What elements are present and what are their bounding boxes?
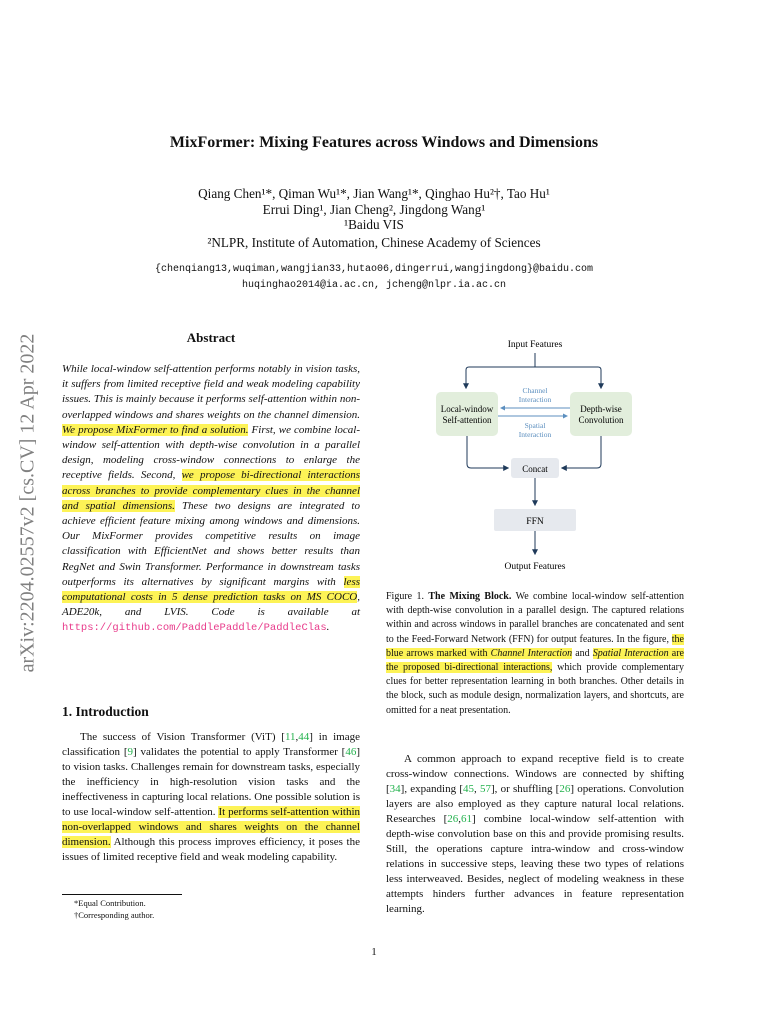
section-heading-introduction: 1. Introduction <box>62 704 149 719</box>
arrow-right-to-concat <box>562 436 601 468</box>
highlight: less computational costs in 5 dense prediction tasks on MS COCO <box>62 575 360 604</box>
spatial-interaction-label-1: Spatial <box>524 421 546 430</box>
footnotes <box>62 897 360 921</box>
citation-link[interactable]: 45 <box>462 783 474 795</box>
citation-link[interactable]: 61 <box>460 813 472 825</box>
affiliation-1: ¹Baidu VIS <box>344 217 404 233</box>
output-features-label: Output Features <box>504 562 566 572</box>
arrow-to-left-branch <box>466 367 535 388</box>
page-number: 1 <box>371 946 377 958</box>
depth-wise-convolution-box <box>570 392 632 436</box>
citation-link[interactable]: 11 <box>284 731 296 743</box>
concat-label: Concat <box>522 464 548 474</box>
left-box-line-1: Local-window <box>440 404 494 414</box>
introduction-text: The success of Vision Transformer (ViT) [11,44] in image classification [9] validates the potential to apply Transformer [46] to vision tasks. Challenges remain for downstream tasks, especially the inefficiency in high-resolution vision tasks and the ineffectiveness in capturing local relations. One possible solution is to use local-window self-attention. It performs self-attention within non-overlapped windows and shares weights on the channel dimension. Although this process improves efficiency, it poses the issues of limited receptive field and weak modeling capability. <box>62 731 360 863</box>
right-column-text: A common approach to expand receptive field is to create cross-window connections. Windows are connected by shifting [34], expanding [45, 57], or shuffling [26] operations. Convolution layers are also employed as they capture natural local relations. Researches [26,61] combine local-window self-attention with depth-wise convolution base on this and provide promising results. Still, the operations capture intra-window and cross-window relations in successive steps, leaving these two types of relations less interweaved. Besides, neglect of modeling weakness in these attempts hinders further advances in feature representation learning. <box>386 753 684 915</box>
abstract-text: While local-window self-attention performs notably in vision tasks, it suffers from limited receptive field and weak modeling capability issues. This is mainly because it performs self-attention within non-overlapped windows and shares weights on the channel dimension. We propose MixFormer to find a solution. First, we combine local-window self-attention with depth-wise convolution in a parallel design, modeling cross-window connections to enlarge the receptive fields. Second, we propose bi-directional interactions across branches to provide complementary clues in the channel and spatial dimensions. These two designs are integrated to achieve efficient feature mixing among windows and dimensions. Our MixFormer provides competitive results on image classification with EfficientNet and shows better results than RegNet and Swin Transformer. Performance in downstream tasks outperforms its alternatives by significant margins with less computational costs in 5 dense prediction tasks on MS COCO, ADE20k, and LVIS. Code is available at https://github.com/PaddlePaddle/PaddleClas. <box>62 363 361 635</box>
spatial-interaction-label-2: Interaction <box>518 430 552 439</box>
citation-link[interactable]: 26 <box>447 813 459 825</box>
footnote-equal-contribution: *Equal Contribution. <box>74 898 146 908</box>
highlight: We propose MixFormer to find a solution. <box>62 423 249 436</box>
arrow-to-right-branch <box>535 367 601 388</box>
email-block <box>0 262 748 294</box>
citation-link[interactable]: 26 <box>559 783 571 795</box>
footnote-rule <box>62 894 182 895</box>
highlight: are the proposed bi-directional interactions, <box>386 647 684 674</box>
citation-link[interactable]: 44 <box>298 731 310 743</box>
figure-caption: Figure 1. The Mixing Block. We combine local-window self-attention with depth-wise convolution in a parallel design. The captured relations within and across windows in parallel branches are concatenated and sent to the Feed-Forward Network (FFN) for output features. In the figure, the blue arrows marked with Channel Interaction and Spatial Interaction are the proposed bi-directional interactions, which provide complementary clues for better representation learning in both branches. Other details in the block, such as module design, normalization layers, and shortcuts, are omitted for a neat presentation. <box>386 591 684 716</box>
authors-line-1: Qiang Chen¹*, Qiman Wu¹*, Jian Wang¹*, Qinghao Hu²†, Tao Hu¹ <box>198 186 550 201</box>
input-features-label: Input Features <box>507 340 563 350</box>
affiliation-2: ²NLPR, Institute of Automation, Chinese Academy of Sciences <box>207 234 541 250</box>
code-link[interactable]: https://github.com/PaddlePaddle/PaddleClas <box>62 622 327 635</box>
highlight: It performs self-attention within non-overlapped windows and shares weights on the channel dimension. <box>62 806 360 848</box>
email-line-2: huqinghao2014@ia.ac.cn, jcheng@nlpr.ia.ac.cn <box>241 280 507 291</box>
highlight: Channel Interaction <box>490 647 573 659</box>
channel-interaction-label-1: Channel <box>522 386 548 395</box>
paper-title: MixFormer: Mixing Features across Windows and Dimensions <box>169 134 599 151</box>
arxiv-watermark <box>8 278 48 728</box>
local-window-self-attention-box <box>436 392 498 436</box>
email-line-1: {chenqiang13,wuqiman,wangjian33,hutao06,dingerrui,wangjingdong}@baidu.com <box>154 264 594 275</box>
authors-line-2: Errui Ding¹, Jian Cheng², Jingdong Wang¹ <box>262 201 486 217</box>
left-box-line-2: Self-attention <box>442 415 492 425</box>
caption-bold: The Mixing Block. <box>428 591 512 602</box>
highlight: we propose bi-directional interactions across branches to provide complementary clues in the channel and spatial dimensions. <box>62 469 361 512</box>
highlight: the blue arrows marked with <box>386 633 684 659</box>
abstract-heading: Abstract <box>186 330 236 345</box>
right-box-line-1: Depth-wise <box>580 404 622 414</box>
citation-link[interactable]: 34 <box>389 783 401 795</box>
arxiv-id: arXiv:2204.02557v2 [cs.CV] 12 Apr 2022 <box>16 333 39 673</box>
channel-interaction-label-2: Interaction <box>518 395 552 404</box>
citation-link[interactable]: 46 <box>345 746 357 758</box>
ffn-label: FFN <box>526 517 544 527</box>
footnote-corresponding-author: †Corresponding author. <box>74 910 155 920</box>
right-box-line-2: Convolution <box>578 415 624 425</box>
author-block <box>0 186 748 250</box>
citation-link[interactable]: 9 <box>127 746 133 758</box>
highlight: Spatial Interaction <box>592 647 669 659</box>
mixing-block-diagram <box>386 332 684 582</box>
citation-link[interactable]: 57 <box>479 783 491 795</box>
arrow-left-to-concat <box>467 436 508 468</box>
